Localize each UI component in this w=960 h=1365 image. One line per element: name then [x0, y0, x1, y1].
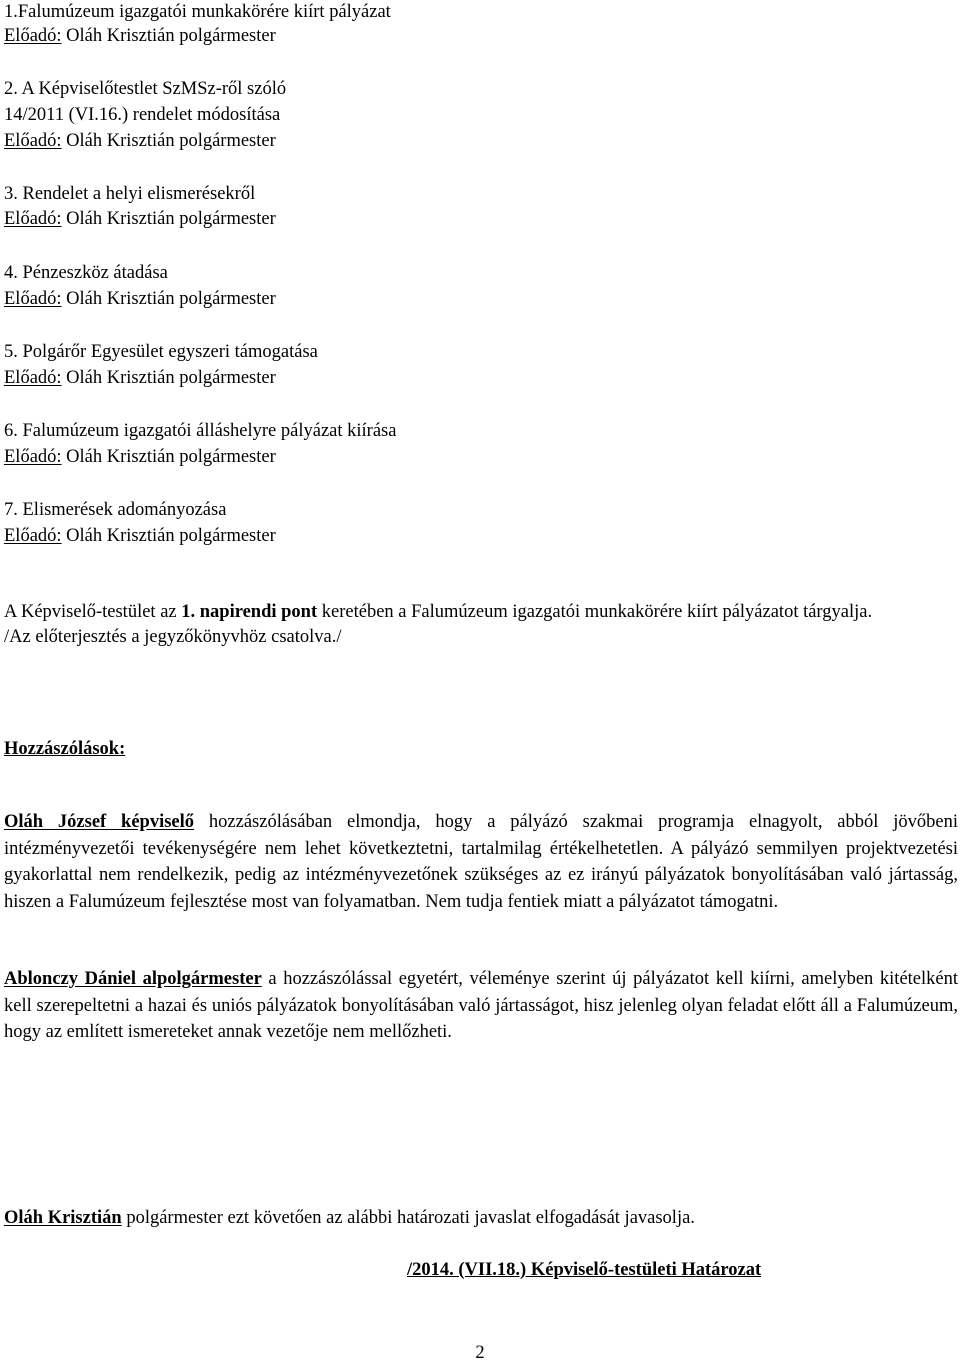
presenter-name: Oláh Krisztián polgármester [66, 368, 276, 388]
presenter-name: Oláh Krisztián polgármester [66, 289, 276, 309]
presenter-label: Előadó: [4, 289, 62, 309]
intro-note: /Az előterjesztés a jegyzőkönyvhöz csatolva./ [4, 627, 342, 647]
comments-heading: Hozzászólások: [4, 739, 126, 759]
intro-part1: A Képviselő-testület az [4, 602, 182, 622]
presenter-label: Előadó: [4, 209, 62, 229]
proposal-speaker: Oláh Krisztián [4, 1208, 122, 1228]
presenter-name: Oláh Krisztián polgármester [66, 526, 276, 546]
presenter-name: Oláh Krisztián polgármester [66, 209, 276, 229]
proposal-paragraph [4, 1205, 958, 1232]
agenda-item-1-title: 1.Falumúzeum igazgatói munkakörére kiírt pályázat [4, 2, 391, 22]
page-number: 2 [475, 1343, 485, 1363]
presenter-name: Oláh Krisztián polgármester [66, 131, 276, 151]
intro-paragraph [4, 600, 958, 650]
intro-text [4, 600, 958, 625]
comment-1-paragraph [4, 809, 958, 915]
comment-2-speaker: Ablonczy Dániel alpolgármester [4, 969, 262, 989]
agenda-item-1-presenter [4, 24, 276, 48]
comment-1-text: hozzászólásában elmondja, hogy a pályázó szakmai programja elnagyolt, abból jövőbeni intézményvezetői tevékenységére nem lehet következtetni, tartalmilag értékelhetetlen. A pályázó semmilyen projektvezetési gyakorlattal nem rendelkezik, pedig az intézményvezetőnek szükséges az ez irányú pályázatok bonyolításában való jártasság, hiszen a Falumúzeum fejlesztése most van folyamatban. Nem tudja fentiek miatt a pályázatot támogatni. [4, 812, 958, 912]
agenda-item-4-presenter [4, 287, 276, 311]
agenda-item-6-presenter [4, 445, 276, 469]
comment-2-text: a hozzászólással egyetért, véleménye szerint új pályázatot kell kiírni, amelyben kitételként kell szerepeltetni a hazai és uniós pályázatok bonyolításában való jártasságot, hisz jelenleg olyan feladat előtt áll a Falumúzeum, hogy az említett ismereteket annak vezetője nem mellőzheti. [4, 969, 958, 1042]
agenda-item-2-title-line2: 14/2011 (VI.16.) rendelet módosítása [4, 105, 281, 125]
agenda-item-3-title: 3. Rendelet a helyi elismerésekről [4, 184, 256, 204]
presenter-name: Oláh Krisztián polgármester [66, 26, 276, 46]
resolution-title: /2014. (VII.18.) Képviselő-testületi Határozat [407, 1260, 762, 1280]
presenter-label: Előadó: [4, 368, 62, 388]
intro-part2: keretében a Falumúzeum igazgatói munkakörére kiírt pályázatot tárgyalja. [317, 602, 873, 622]
agenda-item-5-presenter [4, 366, 276, 390]
agenda-item-6-title: 6. Falumúzeum igazgatói álláshelyre pályázat kiírása [4, 421, 397, 441]
agenda-item-4-title: 4. Pénzeszköz átadása [4, 263, 168, 283]
presenter-label: Előadó: [4, 447, 62, 467]
agenda-item-2-title-line1: 2. A Képviselőtestlet SzMSz-ről szóló [4, 79, 287, 99]
comment-2-paragraph [4, 966, 958, 1046]
proposal-text: polgármester ezt követően az alábbi határozati javaslat elfogadását javasolja. [121, 1208, 695, 1228]
comment-1-speaker: Oláh József képviselő [4, 812, 195, 832]
presenter-name: Oláh Krisztián polgármester [66, 447, 276, 467]
intro-agenda-ref: 1. napirendi pont [181, 602, 318, 622]
presenter-label: Előadó: [4, 526, 62, 546]
presenter-label: Előadó: [4, 131, 62, 151]
agenda-item-7-title: 7. Elismerések adományozása [4, 500, 227, 520]
agenda-item-7-presenter [4, 524, 276, 548]
agenda-item-3-presenter [4, 207, 276, 231]
agenda-item-2-presenter [4, 129, 276, 153]
presenter-label: Előadó: [4, 26, 62, 46]
agenda-item-5-title: 5. Polgárőr Egyesület egyszeri támogatása [4, 342, 318, 362]
